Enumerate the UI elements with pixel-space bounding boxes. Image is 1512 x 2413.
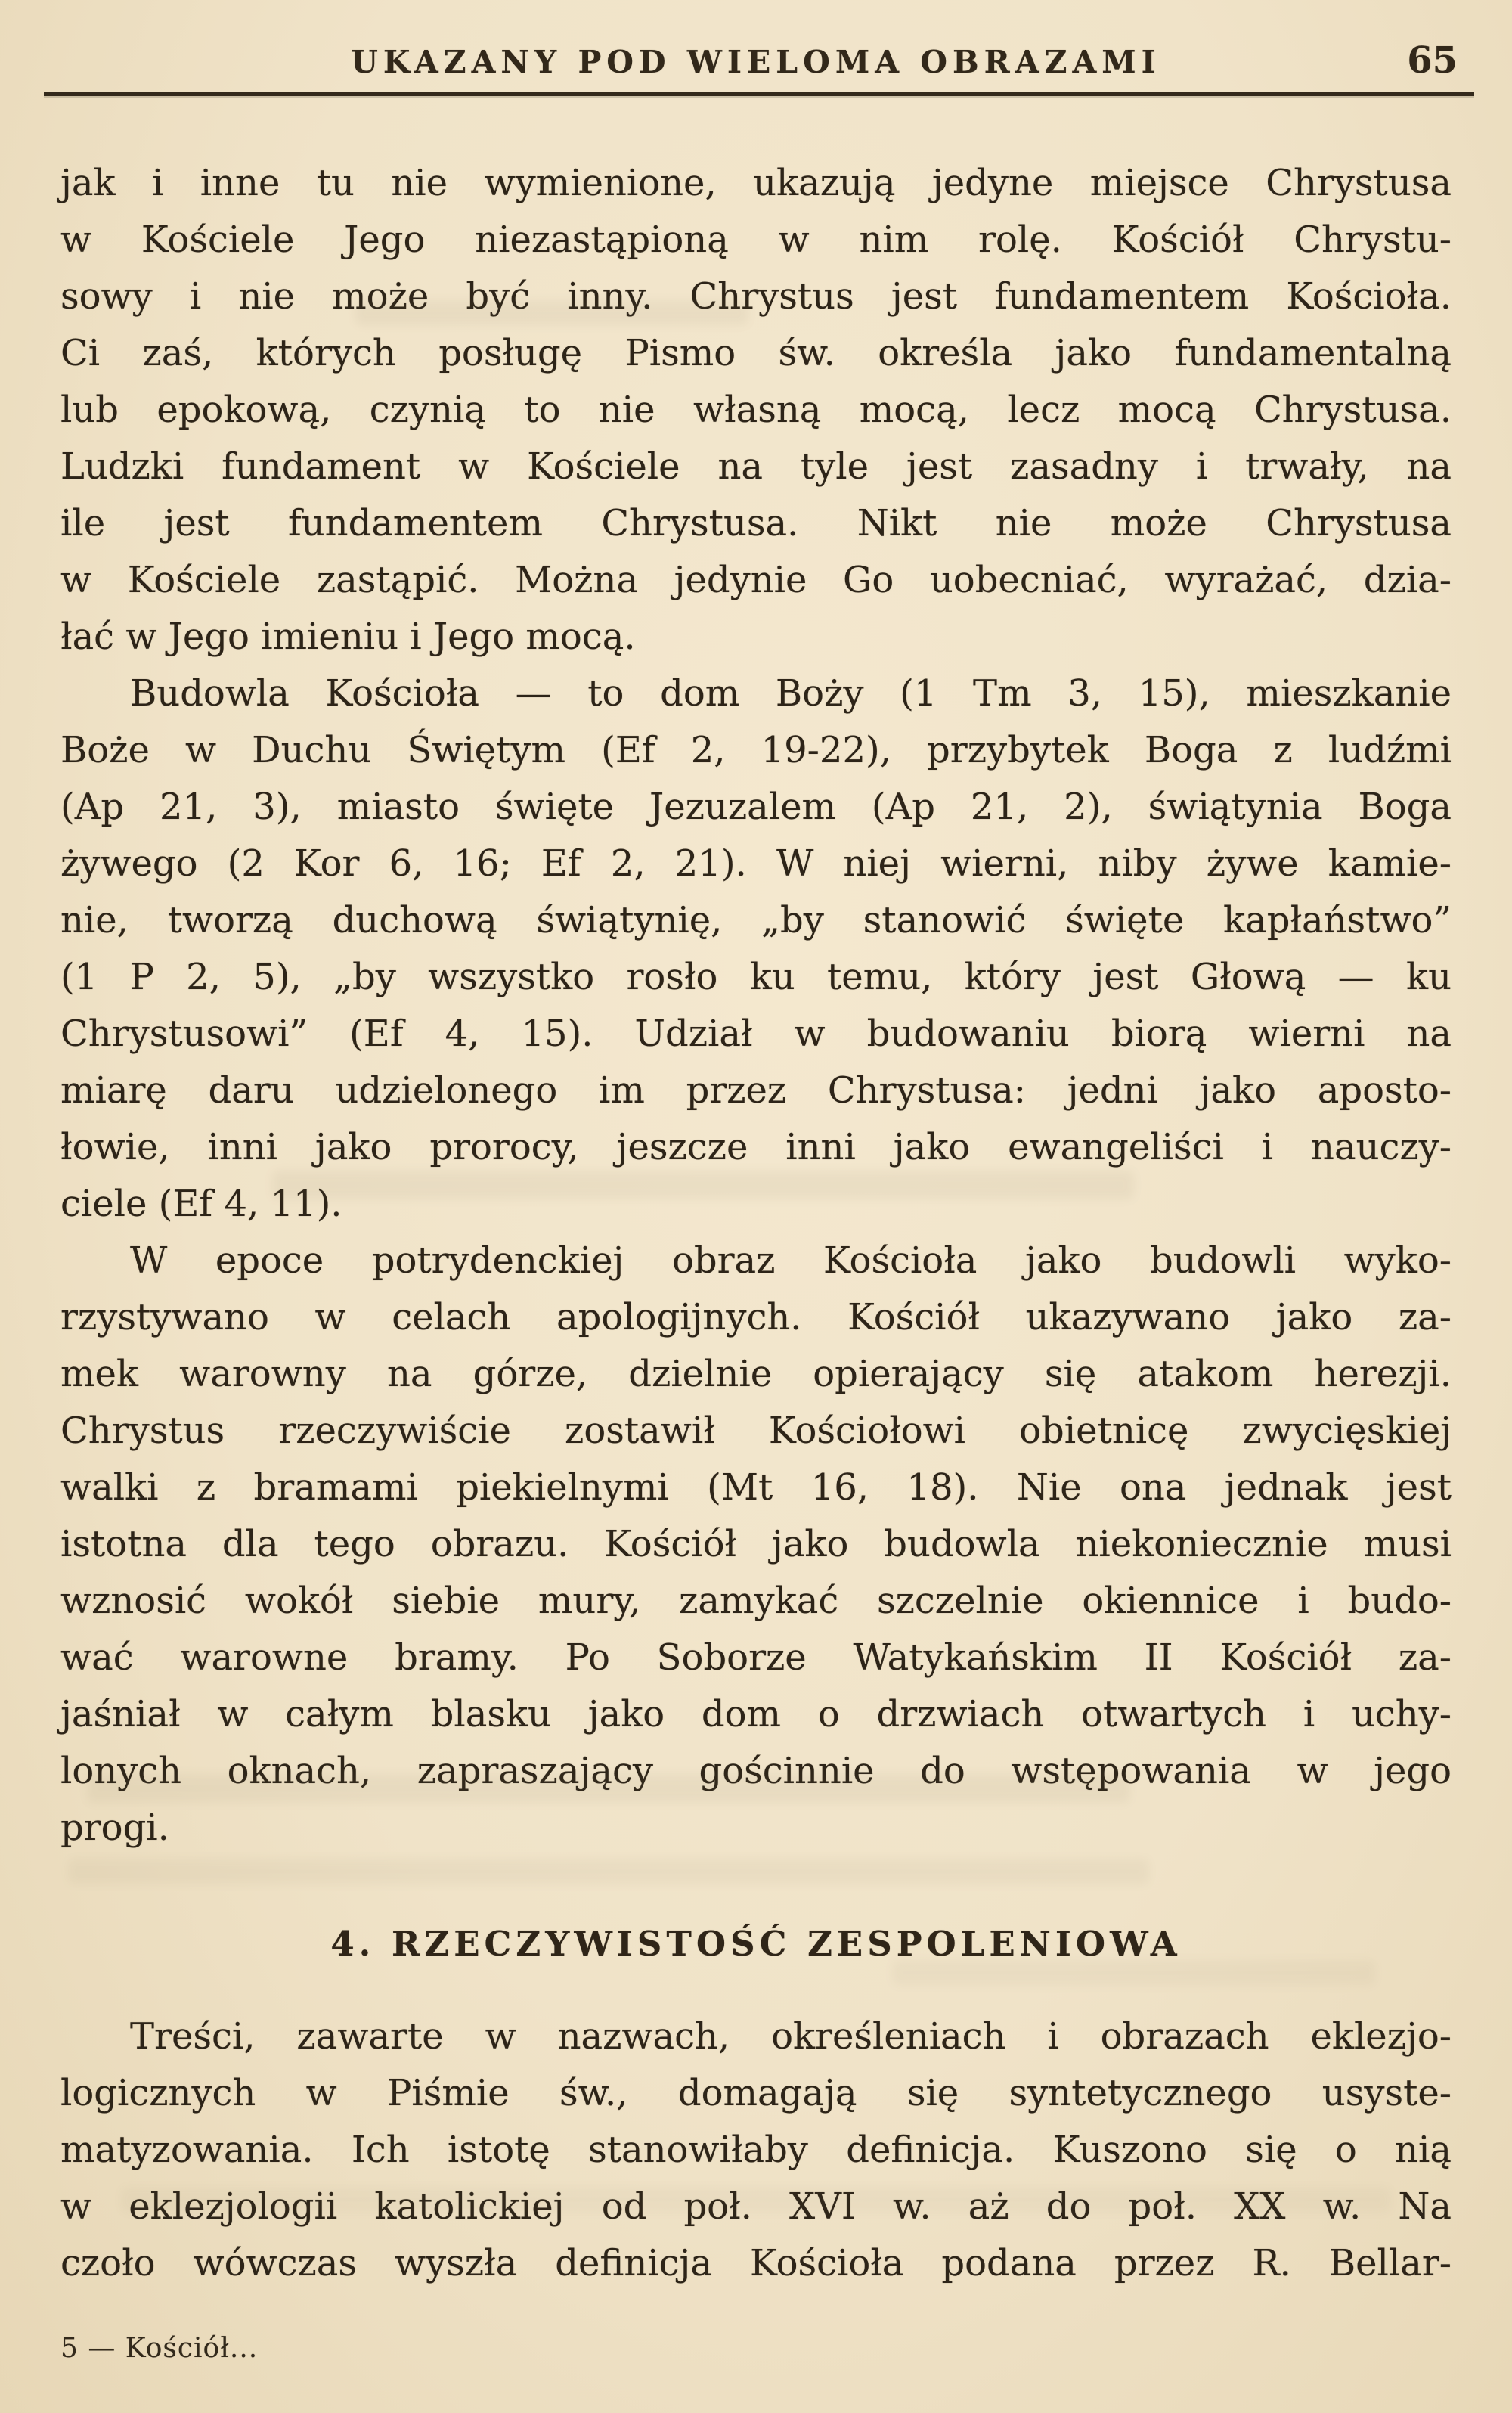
- text-line: walki z bramami piekielnymi (Mt 16, 18). Nie ona jednak jest: [60, 1466, 1452, 1509]
- text-line: jaśniał w całym blasku jako dom o drzwiach otwartych i uchy-: [60, 1693, 1452, 1735]
- text-line: (Ap 21, 3), miasto święte Jezuzalem (Ap 21, 2), świątynia Boga: [60, 786, 1452, 828]
- page-header: [60, 39, 1458, 82]
- text-line: mek warowny na górze, dzielnie opierający się atakom herezji.: [60, 1353, 1452, 1395]
- text-line: Boże w Duchu Świętym (Ef 2, 19-22), przybytek Boga z ludźmi: [60, 729, 1452, 771]
- text-block: [60, 155, 1452, 2292]
- text-line: w eklezjologii katolickiej od poł. XVI w. aż do poł. XX w. Na: [60, 2185, 1452, 2228]
- text-line: Treści, zawarte w nazwach, określeniach i obrazach eklezjo-: [130, 2015, 1452, 2058]
- text-line: wać warowne bramy. Po Soborze Watykańskim II Kościół za-: [60, 1636, 1452, 1679]
- text-line: (1 P 2, 5), „by wszystko rosło ku temu, który jest Głową — ku: [60, 956, 1452, 998]
- paragraph-4: [60, 2008, 1452, 2292]
- text-line: w Kościele zastąpić. Można jedynie Go uobecniać, wyrażać, dzia-: [60, 559, 1452, 601]
- text-line: miarę daru udzielonego im przez Chrystusa: jedni jako aposto-: [60, 1069, 1452, 1112]
- text-line: ciele (Ef 4, 11).: [60, 1183, 342, 1225]
- text-line: lonych oknach, zapraszający gościnnie do wstępowania w jego: [60, 1750, 1452, 1792]
- header-rule: [44, 92, 1474, 96]
- running-title: UKAZANY POD WIELOMA OBRAZAMI: [351, 44, 1161, 80]
- text-line: ile jest fundamentem Chrystusa. Nikt nie może Chrystusa: [60, 502, 1452, 544]
- paragraph-2: [60, 665, 1452, 1233]
- text-line: matyzowania. Ich istotę stanowiłaby definicja. Kuszono się o nią: [60, 2129, 1452, 2171]
- text-line: czoło wówczas wyszła definicja Kościoła podana przez R. Bellar-: [60, 2242, 1452, 2284]
- text-line: istotna dla tego obrazu. Kościół jako budowla niekoniecznie musi: [60, 1523, 1452, 1565]
- text-line: jak i inne tu nie wymienione, ukazują jedyne miejsce Chrystusa: [60, 162, 1452, 204]
- text-line: Ci zaś, których posługę Pismo św. określa jako fundamentalną: [60, 332, 1452, 374]
- text-line: Ludzki fundament w Kościele na tyle jest zasadny i trwały, na: [60, 445, 1452, 488]
- text-line: rzystywano w celach apologijnych. Kościół ukazywano jako za-: [60, 1296, 1452, 1338]
- section-heading: 4. RZECZYWISTOŚĆ ZESPOLENIOWA: [330, 1924, 1182, 1964]
- signature-mark: 5 — Kościół...: [60, 2333, 259, 2364]
- paragraph-1: [60, 155, 1452, 665]
- text-line: logicznych w Piśmie św., domagają się syntetycznego usyste-: [60, 2072, 1452, 2114]
- text-line: łać w Jego imieniu i Jego mocą.: [60, 616, 636, 658]
- page-number: 65: [1407, 39, 1458, 82]
- text-line: żywego (2 Kor 6, 16; Ef 2, 21). W niej wierni, niby żywe kamie-: [60, 842, 1452, 885]
- text-line: nie, tworzą duchową świątynię, „by stanowić święte kapłaństwo”: [60, 899, 1452, 941]
- paragraph-3: [60, 1233, 1452, 1856]
- text-line: Chrystusowi” (Ef 4, 15). Udział w budowaniu biorą wierni na: [60, 1013, 1452, 1055]
- text-line: W epoce potrydenckiej obraz Kościoła jako budowli wyko-: [130, 1239, 1452, 1282]
- text-line: w Kościele Jego niezastąpioną w nim rolę. Kościół Chrystu-: [60, 219, 1452, 261]
- text-line: wznosić wokół siebie mury, zamykać szczelnie okiennice i budo-: [60, 1580, 1452, 1622]
- text-line: Chrystus rzeczywiście zostawił Kościołowi obietnicę zwycięskiej: [60, 1410, 1452, 1452]
- text-line: sowy i nie może być inny. Chrystus jest fundamentem Kościoła.: [60, 275, 1452, 318]
- text-line: lub epokową, czynią to nie własną mocą, lecz mocą Chrystusa.: [60, 389, 1452, 431]
- text-line: progi.: [60, 1807, 169, 1849]
- text-line: Budowla Kościoła — to dom Boży (1 Tm 3, 15), mieszkanie: [130, 672, 1452, 715]
- text-line: łowie, inni jako prorocy, jeszcze inni jako ewangeliści i nauczy-: [60, 1126, 1452, 1168]
